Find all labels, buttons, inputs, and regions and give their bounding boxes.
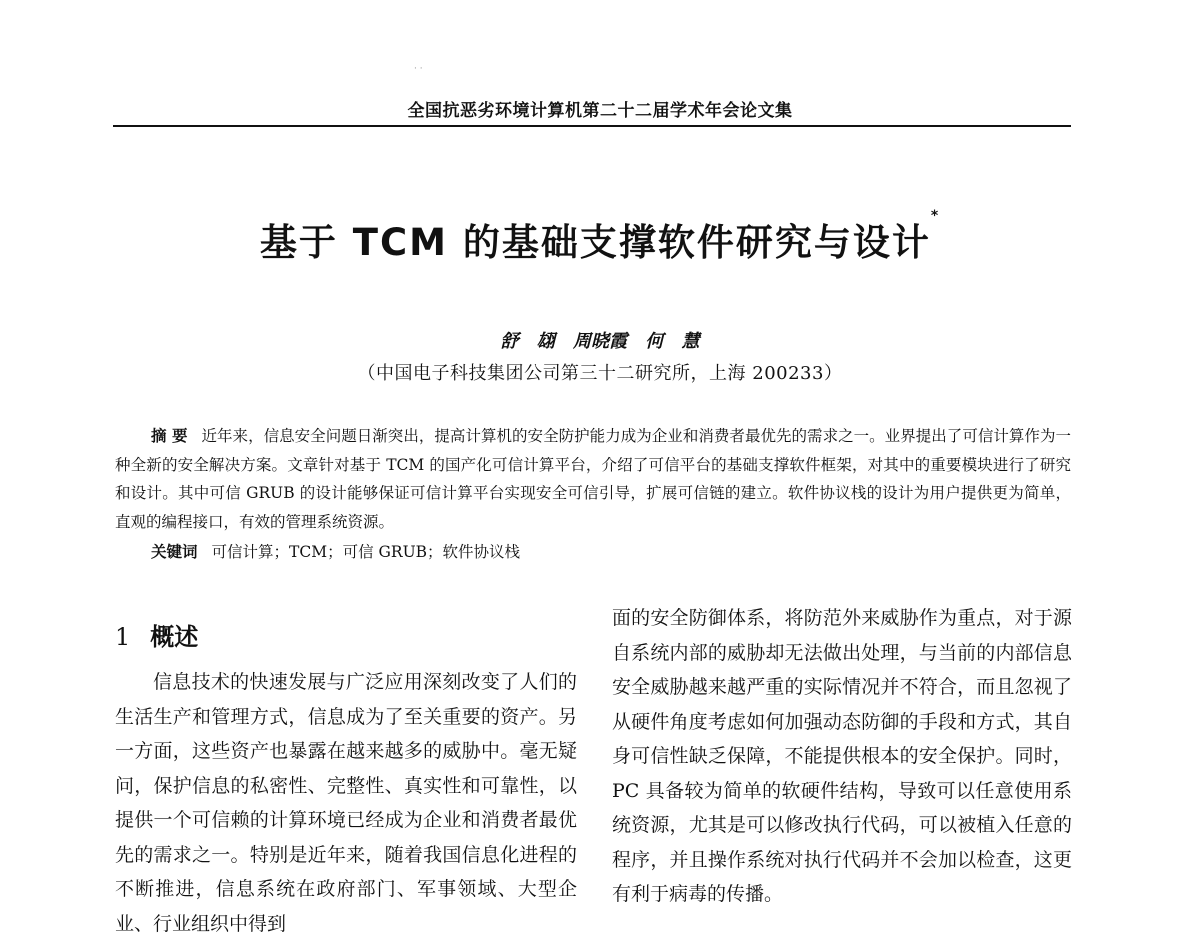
scan-mark: · · [414, 64, 423, 74]
body-text-right-column: 面的安全防御体系，将防范外来威胁作为重点，对于源自系统内部的威胁却无法做出处理，与当前的内部信息安全威胁越来越严重的实际情况并不符合，而且忽视了从硬件角度考虑如何加强动态防御的手段和方式，其自身可信性缺乏保障，不能提供根本的安全保护。同时，PC 具备较为简单的软硬件结构，导致可以任意使用系统资源，尤其是可以修改执行代码，可以被植入任意的程序，并且操作系统对执行代码并不会加以检查，这更有利于病毒的传播。 [612, 607, 1072, 905]
section-title: 概述 [150, 623, 199, 651]
paper-title [0, 208, 1200, 266]
title-footnote-marker: * [930, 208, 941, 224]
running-header: 全国抗恶劣环境计算机第二十二届学术年会论文集 [407, 101, 793, 121]
keywords-label: 关键词 [151, 543, 198, 561]
section-number: 1 [115, 623, 131, 651]
abstract [115, 422, 1071, 536]
authors: 舒 翃 周晓霞 何 慧 [500, 331, 700, 352]
header-rule [113, 125, 1071, 127]
keywords [151, 540, 520, 562]
section-heading [115, 617, 198, 652]
body-text-left-column: 信息技术的快速发展与广泛应用深刻改变了人们的生活生产和管理方式，信息成为了至关重要的资产。另一方面，这些资产也暴露在越来越多的威胁中。毫无疑问，保护信息的私密性、完整性、真实性和可靠性，以提供一个可信赖的计算环境已经成为企业和消费者最优先的需求之一。特别是近年来，随着我国信息化进程的不断推进，信息系统在政府部门、军事领域、大型企业、行业组织中得到 [115, 671, 577, 935]
abstract-label: 摘 要 [151, 427, 188, 445]
paper-title-text: 基于 TCM 的基础支撑软件研究与设计 [259, 221, 931, 264]
abstract-text: 近年来，信息安全问题日渐突出，提高计算机的安全防护能力成为企业和消费者最优先的需求之一。业界提出了可信计算作为一种全新的安全解决方案。文章针对基于 TCM 的国产化可信计算平台，介绍了可信平台的基础支撑软件框架，对其中的重要模块进行了研究和设计。其中可信 GRUB 的设计能够保证可信计算平台实现安全可信引导，扩展可信链的建立。软件协议栈的设计为用户提供更为简单，直观的编程接口，有效的管理系统资源。 [115, 427, 1071, 531]
keywords-text: 可信计算；TCM；可信 GRUB；软件协议栈 [211, 543, 521, 561]
affiliation: （中国电子科技集团公司第三十二研究所，上海 200233） [357, 363, 843, 384]
